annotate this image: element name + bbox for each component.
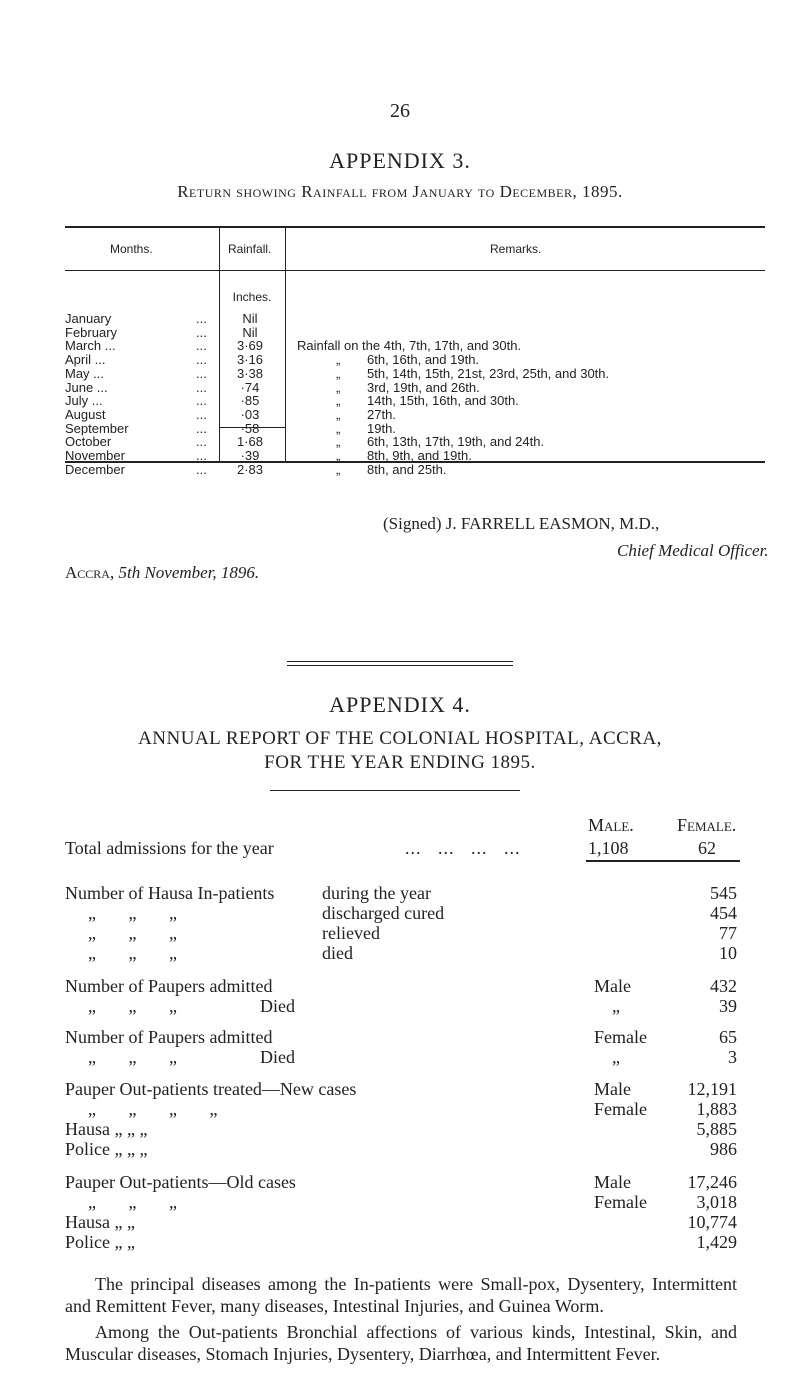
row-label: „ „ „ <box>88 903 177 923</box>
paragraph-outpatients: Among the Out-patients Bronchial affections of various kinds, Intestinal, Skin, and Muscular diseases, Stomach Injuries, Dysentery, Diarrhœa, and Intermittent Fever. <box>65 1322 737 1364</box>
rain-cell: ·74 <box>240 379 260 395</box>
rain-cell: ·85 <box>240 393 260 409</box>
remark-cell: 19th. <box>367 420 396 436</box>
total-female: 62 <box>698 838 716 858</box>
dots-cell: ... <box>196 338 207 354</box>
month-cell: January <box>65 311 112 326</box>
month-cell: December <box>65 461 125 477</box>
separator <box>287 665 513 666</box>
row-sex: Female <box>594 1099 647 1119</box>
row-value: 10 <box>719 943 737 963</box>
ditto-cell: „ <box>336 379 341 395</box>
appendix4-subtitle-1: ANNUAL REPORT OF THE COLONIAL HOSPITAL, ACCRA, <box>138 728 662 749</box>
row-label: Hausa „ „ <box>65 1212 135 1232</box>
row-value: 77 <box>719 923 737 943</box>
month-cell: February <box>65 324 118 340</box>
row-label: „ „ „ <box>88 1047 177 1067</box>
row-value: 545 <box>710 883 737 903</box>
row-label: Police „ „ <box>65 1232 135 1252</box>
dots-cell: ... <box>196 406 207 422</box>
row-sublabel: discharged cured <box>322 903 445 923</box>
remark-cell: 6th, 13th, 17th, 19th, and 24th. <box>367 434 545 450</box>
dots-cell: ... <box>196 393 207 409</box>
ditto-cell: „ <box>336 420 341 436</box>
row-value: 986 <box>710 1139 737 1159</box>
dots-cell: ... <box>196 365 207 381</box>
col-divider <box>219 271 220 462</box>
month-cell: July ... <box>65 393 103 409</box>
appendix3-title: APPENDIX 3. <box>329 148 471 173</box>
row-value: 1,429 <box>696 1232 737 1252</box>
total-dots: ... ... ... ... <box>405 838 521 858</box>
remark-cell: 14th, 15th, 16th, and 30th. <box>367 393 519 409</box>
row-label: „ „ „ „ <box>88 1099 218 1119</box>
ditto-cell: „ <box>336 365 341 381</box>
row-label: Pauper Out-patients treated—New cases <box>65 1079 357 1099</box>
rain-cell: 3·69 <box>236 338 264 354</box>
signature: (Signed) J. FARRELL EASMON, M.D., <box>383 514 660 533</box>
remark-cell: 3rd, 19th, and 26th. <box>367 379 480 395</box>
row-label: Pauper Out-patients—Old cases <box>65 1172 296 1192</box>
appendix3-subtitle: Return showing Rainfall from January to December, 1895. <box>177 182 623 201</box>
row-label: „ „ „ <box>88 943 177 963</box>
rain-cell: 1·68 <box>236 434 264 450</box>
dots-cell: ... <box>196 352 207 368</box>
ditto-cell: „ <box>336 461 341 477</box>
rain-cell: 3·16 <box>236 352 264 368</box>
remark-cell: 27th. <box>367 406 396 422</box>
short-rule <box>270 790 520 791</box>
row-value: 65 <box>719 1027 737 1047</box>
row-label: Hausa „ „ „ <box>65 1119 148 1139</box>
rain-cell: Nil <box>242 324 258 340</box>
header-rainfall: Rainfall. <box>228 242 272 256</box>
row-label: Number of Paupers admitted <box>65 976 273 996</box>
row-sublabel: Died <box>260 1047 295 1067</box>
dots-cell: ... <box>196 420 207 436</box>
separator <box>287 661 513 662</box>
row-label: Police „ „ „ <box>65 1139 148 1159</box>
col-divider <box>219 228 220 270</box>
row-value: 3,018 <box>696 1192 737 1212</box>
dots-cell: ... <box>196 461 207 477</box>
remark-cell: 8th, 9th, and 19th. <box>367 448 472 463</box>
page-number: 26 <box>390 100 410 122</box>
rain-cell: Nil <box>242 311 258 326</box>
col-female: Female. <box>677 815 737 835</box>
rain-cell: 2·83 <box>236 461 264 477</box>
month-cell: November <box>65 448 125 463</box>
row-value: 454 <box>710 903 737 923</box>
dots-cell: ... <box>196 379 207 395</box>
row-value: 3 <box>728 1047 737 1067</box>
paragraph-inpatients: The principal diseases among the In-patients were Small-pox, Dysentery, Intermittent and Remittent Fever, many diseases, Intestinal Injuries, and Guinea Worm. <box>65 1274 737 1316</box>
row-sublabel: relieved <box>322 923 380 943</box>
row-value: 39 <box>719 996 737 1016</box>
row-sex: Male <box>594 976 631 996</box>
ditto-cell: „ <box>336 406 341 422</box>
ditto-cell: „ <box>336 352 341 368</box>
ditto-cell: „ <box>336 393 341 409</box>
month-cell: August <box>65 406 106 422</box>
row-label: „ „ „ <box>88 923 177 943</box>
row-label: Number of Hausa In-patients <box>65 883 275 903</box>
dots-cell: ... <box>196 434 207 450</box>
remark-cell: 5th, 14th, 15th, 21st, 23rd, 25th, and 30th. <box>367 365 610 381</box>
signature-title: Chief Medical Officer. <box>617 541 769 560</box>
dots-cell: ... <box>196 448 207 463</box>
row-sex: Female <box>594 1192 647 1212</box>
col-male: Male. <box>588 815 634 835</box>
ditto-cell: „ <box>336 434 341 450</box>
remark-cell: Rainfall on the 4th, 7th, 17th, and 30th. <box>297 338 522 354</box>
dots-cell: ... <box>196 324 207 340</box>
row-sex: Male <box>594 1079 631 1099</box>
rain-cell: ·03 <box>240 406 260 422</box>
total-male: 1,108 <box>588 838 629 858</box>
units-label: Inches. <box>232 290 272 304</box>
date: 5th November, 1896. <box>118 563 260 582</box>
header-months: Months. <box>110 242 153 256</box>
month-cell: May ... <box>65 365 105 381</box>
row-sex: „ <box>612 996 620 1016</box>
month-cell: March ... <box>65 338 116 354</box>
row-label: „ „ „ <box>88 1192 177 1212</box>
month-cell: April ... <box>65 352 106 368</box>
row-value: 12,191 <box>687 1079 737 1099</box>
row-label: „ „ „ <box>88 996 177 1016</box>
remark-cell: 8th, and 25th. <box>367 461 447 477</box>
month-cell: June ... <box>65 379 108 395</box>
place-date <box>65 563 259 583</box>
ditto-cell: „ <box>336 448 341 463</box>
total-underline <box>586 860 740 862</box>
row-sex: „ <box>612 1047 620 1067</box>
rain-cell: ·58 <box>240 420 260 436</box>
col-divider <box>285 228 286 270</box>
rain-cell: ·39 <box>240 448 260 463</box>
row-sublabel: died <box>322 943 353 963</box>
row-value: 5,885 <box>696 1119 737 1139</box>
appendix4-subtitle-2: FOR THE YEAR ENDING 1895. <box>264 752 536 773</box>
header-rule <box>65 270 765 271</box>
header-remarks: Remarks. <box>490 242 542 256</box>
row-value: 1,883 <box>696 1099 737 1119</box>
table-top-rule <box>65 226 765 228</box>
row-sex: Male <box>594 1172 631 1192</box>
row-sublabel: during the year <box>322 883 431 903</box>
place: Accra, <box>65 563 115 582</box>
row-value: 10,774 <box>687 1212 737 1232</box>
col-divider <box>285 271 286 462</box>
rain-cell: 3·38 <box>236 365 264 381</box>
row-sublabel: Died <box>260 996 295 1016</box>
month-cell: October <box>65 434 112 450</box>
row-sex: Female <box>594 1027 647 1047</box>
dots-cell: ... <box>196 311 207 326</box>
total-label: Total admissions for the year <box>65 838 274 858</box>
appendix4-title: APPENDIX 4. <box>329 692 471 717</box>
month-cell: September <box>65 420 129 436</box>
row-label: Number of Paupers admitted <box>65 1027 273 1047</box>
row-value: 17,246 <box>687 1172 737 1192</box>
row-value: 432 <box>710 976 737 996</box>
remark-cell: 6th, 16th, and 19th. <box>367 352 480 368</box>
